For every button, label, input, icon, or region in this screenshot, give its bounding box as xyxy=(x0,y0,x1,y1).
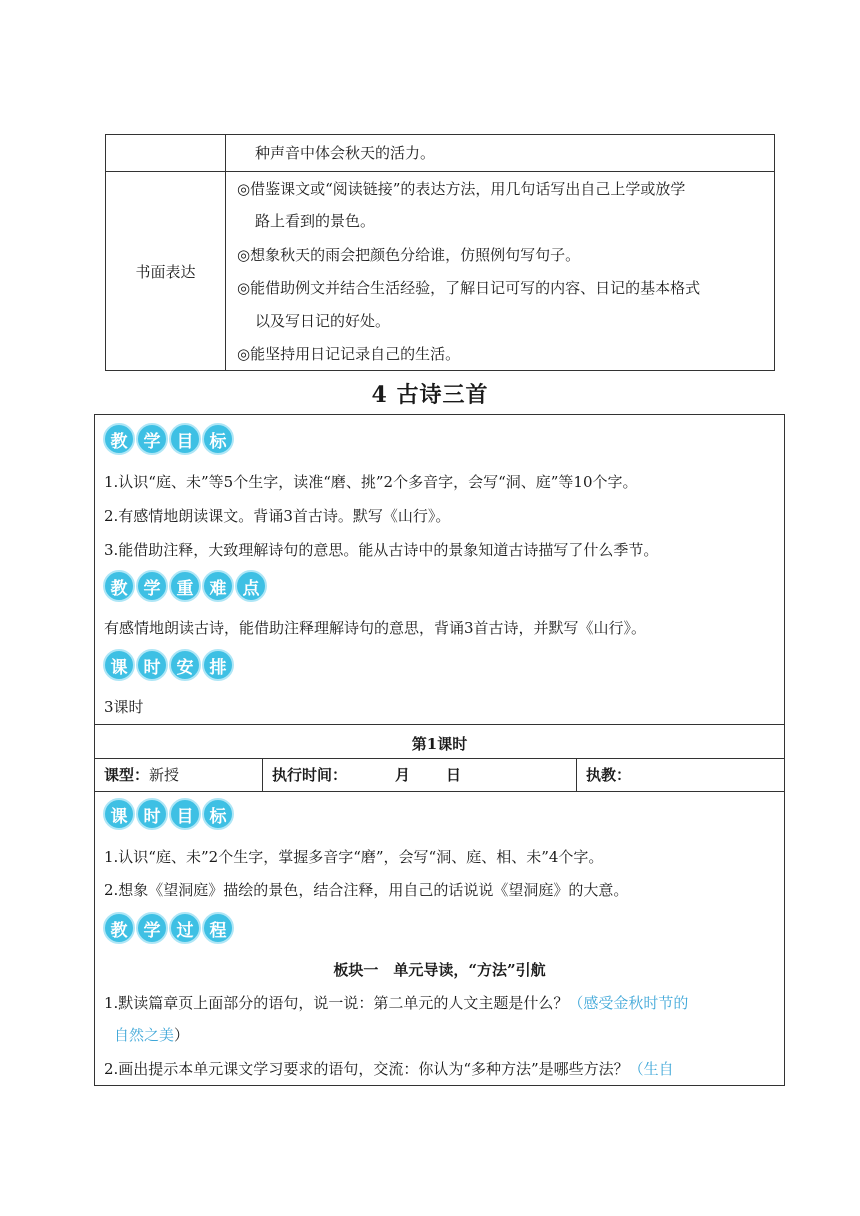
key-points-text: 有感情地朗读古诗，能借助注释理解诗句的意思，背诵3首古诗，并默写《山行》。 xyxy=(104,619,647,637)
day-label: 日 xyxy=(446,766,462,784)
badge-char: 程 xyxy=(202,912,234,944)
divider xyxy=(95,791,784,792)
objectives-table xyxy=(105,134,775,371)
badge-char: 目 xyxy=(169,798,201,830)
question-text: 2.画出提示本单元课文学习要求的语句，交流：你认为“多种方法”是哪些方法？ xyxy=(104,1060,629,1078)
table-line: 以及写日记的好处。 xyxy=(255,312,391,330)
badge-char: 重 xyxy=(169,570,201,602)
period-goal-item: 2.想象《望洞庭》描绘的景色，结合注释，用自己的话说说《望洞庭》的大意。 xyxy=(104,881,629,899)
period-goal-item: 1.认识“庭、未”2个生字，掌握多音字“磨”，会写“洞、庭、相、未”4个字。 xyxy=(104,848,604,866)
period-info-row xyxy=(95,759,784,791)
badge-char: 点 xyxy=(235,570,267,602)
badge-char: 过 xyxy=(169,912,201,944)
badge-char: 学 xyxy=(136,570,168,602)
lesson-plan-frame xyxy=(94,414,785,1086)
badge-char: 学 xyxy=(136,423,168,455)
badge-char: 课 xyxy=(103,798,135,830)
answer-text: （感受金秋时节的 xyxy=(568,994,689,1012)
badge-char: 时 xyxy=(136,649,168,681)
badge-char: 标 xyxy=(202,798,234,830)
table-line: ◎能借助例文并结合生活经验，了解日记可写的内容、日记的基本格式 xyxy=(237,279,701,297)
divider xyxy=(95,724,784,725)
badge-char: 教 xyxy=(103,423,135,455)
question-text: 1.默读篇章页上面部分的语句，说一说：第二单元的人文主题是什么？ xyxy=(104,994,569,1012)
table-divider xyxy=(225,135,226,370)
lesson-type xyxy=(104,759,179,791)
goal-item: 1.认识“庭、未”等5个生字，读准“磨、挑”2个多音字，会写“洞、庭”等10个字。 xyxy=(104,473,638,491)
answer-text: 自然之美 xyxy=(114,1026,175,1044)
badge-char: 教 xyxy=(103,570,135,602)
badge-char: 难 xyxy=(202,570,234,602)
period-title: 第1课时 xyxy=(411,735,468,753)
row-label-writing: 书面表达 xyxy=(135,263,196,281)
badge-period-goals xyxy=(103,798,234,832)
schedule-text: 3课时 xyxy=(104,698,144,716)
badge-char: 时 xyxy=(136,798,168,830)
lesson-title: 4 古诗三首 xyxy=(371,382,489,408)
badge-char: 目 xyxy=(169,423,201,455)
badge-char: 教 xyxy=(103,912,135,944)
table-cell: 种声音中体会秋天的活力。 xyxy=(255,144,436,162)
badge-key-points xyxy=(103,570,267,604)
table-line: ◎想象秋天的雨会把颜色分给谁，仿照例句写句子。 xyxy=(237,246,581,264)
divider xyxy=(262,759,263,791)
goal-item: 2.有感情地朗读课文。背诵3首古诗。默写《山行》。 xyxy=(104,507,451,525)
execution-time-label: 执行时间： xyxy=(272,766,348,784)
answer-close: ） xyxy=(174,1026,190,1044)
badge-schedule xyxy=(103,649,234,683)
badge-char: 排 xyxy=(202,649,234,681)
badge-char: 学 xyxy=(136,912,168,944)
month-label: 月 xyxy=(395,766,411,784)
teacher-label: 执教： xyxy=(586,766,632,784)
block-title: 板块一 单元导读，“方法”引航 xyxy=(333,961,546,979)
answer-text: （生自 xyxy=(628,1060,674,1078)
badge-char: 课 xyxy=(103,649,135,681)
lesson-type-value: 新授 xyxy=(149,766,180,784)
badge-char: 安 xyxy=(169,649,201,681)
lesson-type-label: 课型： xyxy=(104,766,150,784)
question-2 xyxy=(104,1058,776,1079)
table-line: ◎借鉴课文或“阅读链接”的表达方法，用几句话写出自己上学或放学 xyxy=(237,180,686,198)
badge-process xyxy=(103,912,234,946)
divider xyxy=(576,759,577,791)
question-1-cont xyxy=(114,1024,776,1045)
table-row xyxy=(106,135,774,172)
badge-char: 标 xyxy=(202,423,234,455)
badge-teaching-goals xyxy=(103,423,234,457)
goal-item: 3.能借助注释，大致理解诗句的意思。能从古诗中的景象知道古诗描写了什么季节。 xyxy=(104,541,659,559)
question-1 xyxy=(104,992,776,1013)
table-line: 路上看到的景色。 xyxy=(255,212,376,230)
table-line: ◎能坚持用日记记录自己的生活。 xyxy=(237,345,461,363)
